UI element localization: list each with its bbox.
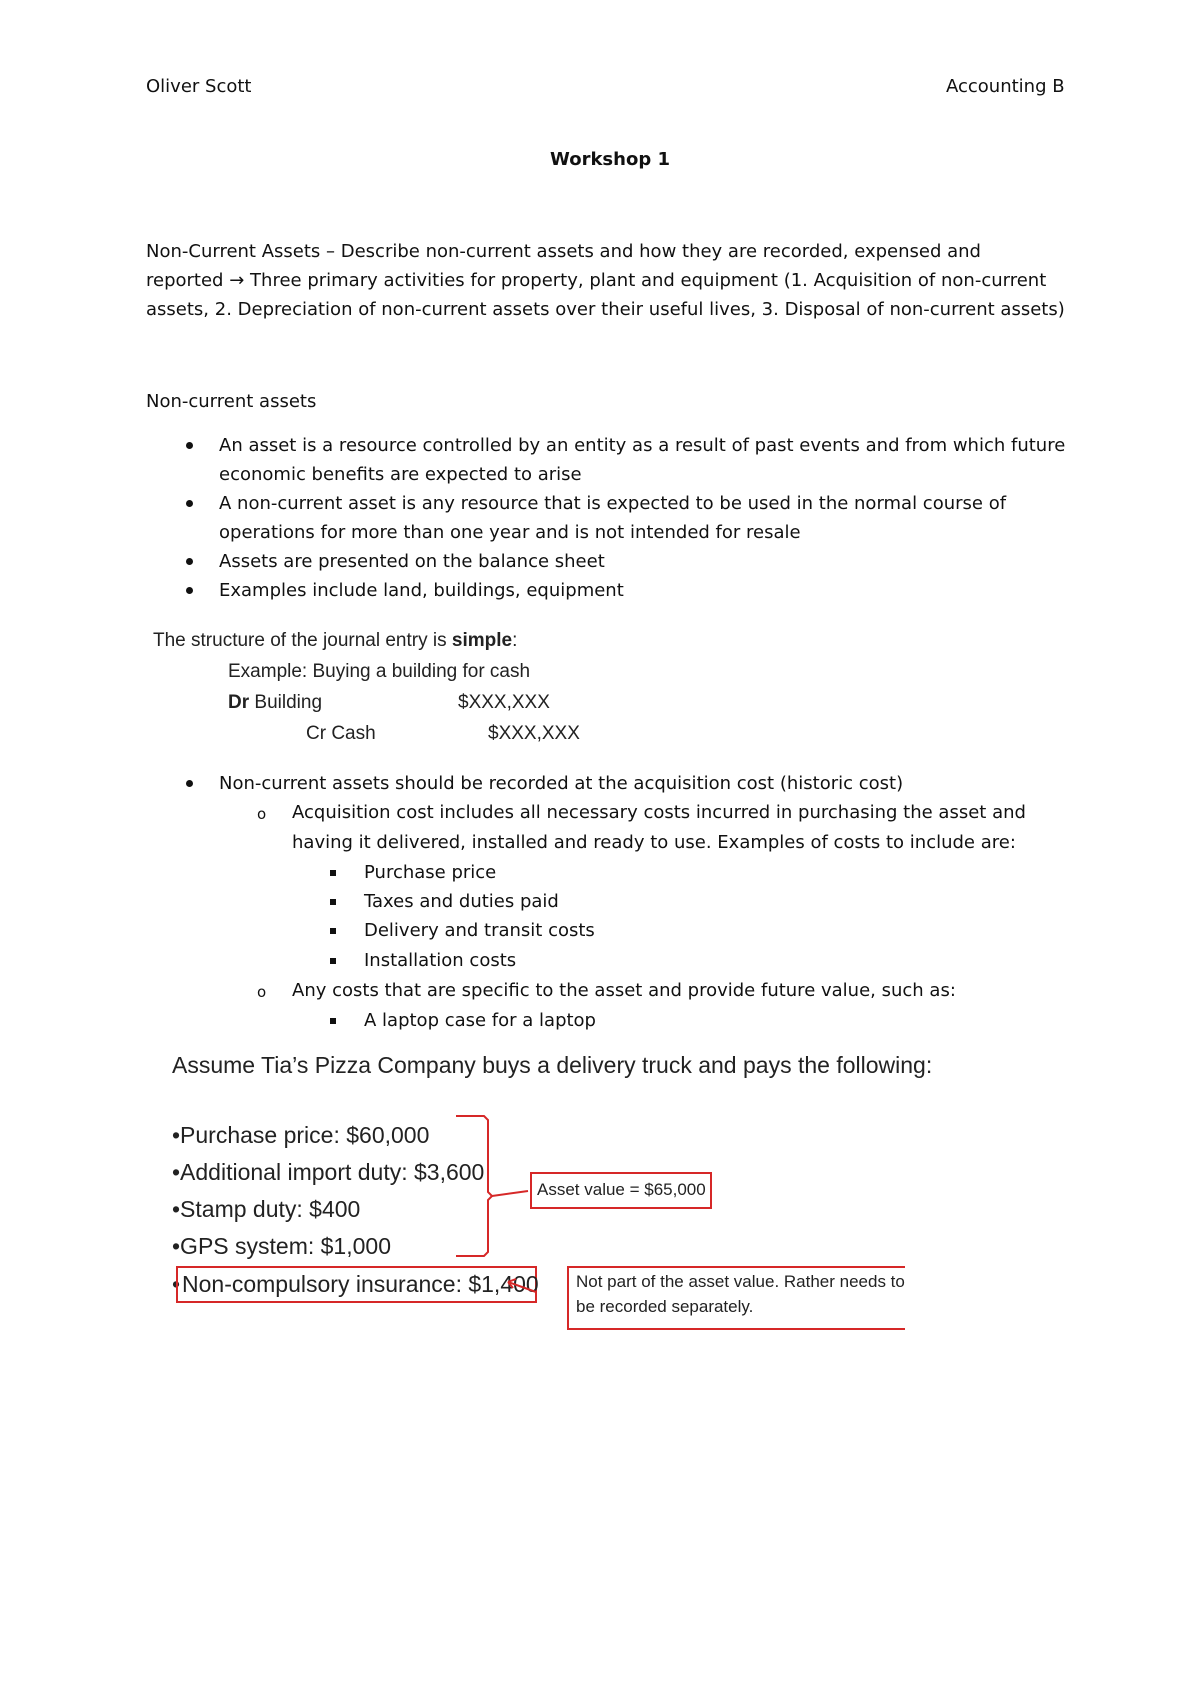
journal-intro-text: The structure of the journal entry is — [153, 630, 452, 651]
bullet-2-line-1: A non-current asset is any resource that is expected to be used in the normal course of — [219, 493, 1007, 514]
bullet-1-line-1: An asset is a resource controlled by an entity as a result of past events and from which future — [219, 435, 1066, 456]
section-heading: Non-current assets — [146, 391, 317, 412]
square-bullet-icon — [330, 899, 336, 905]
journal-debit-amount: $XXX,XXX — [458, 692, 550, 713]
journal-intro — [153, 630, 517, 652]
square-bullet-icon — [330, 1018, 336, 1024]
bracket-arrows — [450, 1110, 560, 1310]
square-bullet-icon — [330, 958, 336, 964]
asset-value-note: Asset value = $65,000 — [537, 1180, 706, 1199]
debit-label: Dr — [228, 692, 250, 713]
debit-account: Building — [254, 692, 323, 713]
cost-item: Delivery and transit costs — [364, 920, 595, 941]
excluded-note-line-2: be recorded separately. — [576, 1297, 754, 1316]
journal-intro-colon: : — [512, 630, 518, 651]
example-heading: Assume Tia’s Pizza Company buys a delivery truck and pays the following: — [172, 1052, 933, 1078]
journal-debit — [228, 692, 322, 714]
excluded-note-line-1: Not part of the asset value. Rather needs to — [576, 1272, 905, 1291]
header-author: Oliver Scott — [146, 76, 252, 97]
journal-intro-bold: simple — [451, 630, 513, 651]
bullet-3: Assets are presented on the balance sheet — [219, 551, 605, 572]
acquisition-sub2: Any costs that are specific to the asset and provide future value, such as: — [292, 980, 956, 1001]
truck-cost-item: •Stamp duty: $400 — [172, 1196, 361, 1222]
header-course: Accounting B — [946, 76, 1065, 97]
bullet-dot — [186, 442, 193, 449]
arrow-icon: → — [229, 270, 245, 291]
bullet-dot — [186, 780, 193, 787]
intro-line-3: assets, 2. Depreciation of non-current assets over their useful lives, 3. Disposal of non-current assets) — [146, 299, 1065, 320]
acquisition-main: Non-current assets should be recorded at the acquisition cost (historic cost) — [219, 773, 904, 794]
journal-credit: Cr Cash — [306, 723, 376, 744]
truck-cost-item: •GPS system: $1,000 — [172, 1233, 391, 1259]
cost-item: Taxes and duties paid — [364, 891, 559, 912]
square-bullet-icon — [330, 870, 336, 876]
journal-credit-amount: $XXX,XXX — [488, 723, 580, 744]
circle-bullet-icon: o — [257, 805, 267, 823]
intro-line-2-pre: reported — [146, 270, 224, 291]
cost-item: Purchase price — [364, 862, 497, 883]
bullet-2-line-2: operations for more than one year and is not intended for resale — [219, 522, 801, 543]
square-bullet-icon — [330, 928, 336, 934]
truck-cost-item: •Purchase price: $60,000 — [172, 1122, 430, 1148]
intro-line-2 — [146, 270, 1046, 292]
circle-bullet-icon: o — [257, 983, 267, 1001]
intro-line-1: Non-Current Assets – Describe non-current assets and how they are recorded, expensed and — [146, 241, 981, 262]
cost-item: Installation costs — [364, 950, 517, 971]
intro-line-2-post: Three primary activities for property, plant and equipment (1. Acquisition of non-current — [250, 270, 1047, 291]
excluded-bullet: • — [172, 1271, 181, 1297]
bullet-dot — [186, 558, 193, 565]
bullet-1-line-2: economic benefits are expected to arise — [219, 464, 582, 485]
acquisition-sub1-line-1: Acquisition cost includes all necessary costs incurred in purchasing the asset and — [292, 802, 1026, 823]
truck-cost-item: •Additional import duty: $3,600 — [172, 1159, 485, 1185]
specific-cost-item: A laptop case for a laptop — [364, 1010, 596, 1031]
document-title: Workshop 1 — [550, 149, 670, 170]
bullet-dot — [186, 587, 193, 594]
excluded-item: Non-compulsory insurance: $1,400 — [182, 1271, 539, 1297]
bracket-connector — [492, 1191, 528, 1196]
journal-example: Example: Buying a building for cash — [228, 661, 531, 682]
bracket-icon — [456, 1116, 492, 1256]
bullet-4: Examples include land, buildings, equipment — [219, 580, 624, 601]
acquisition-sub1-line-2: having it delivered, installed and ready to use. Examples of costs to include are: — [292, 832, 1016, 853]
bullet-dot — [186, 500, 193, 507]
